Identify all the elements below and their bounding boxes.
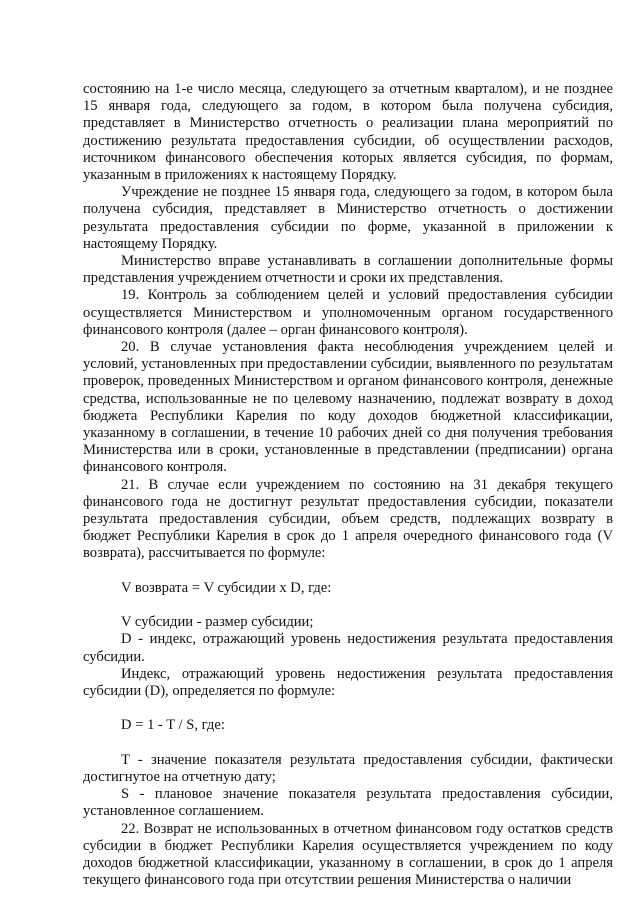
spacer [83, 735, 613, 752]
paragraph-continuation: состоянию на 1-е число месяца, следующего за отчетным кварталом), и не позднее 15 января года, следующего за годом, в котором была получена субсидия, представляет в Министерство отчетность о реализации плана мероприятий по достижению результата предоставления субсидии, об осуществлении расходов, источником финансового обеспечения которых является субсидия, по формам, указанным в приложениях к настоящему Порядку. [83, 81, 613, 184]
definition-d-index: D - индекс, отражающий уровень недостижения результата предоставления субсидии. [83, 631, 613, 665]
paragraph-19: 19. Контроль за соблюдением целей и условий предоставления субсидии осуществляется Министерством и уполномоченным органом государственного финансового контроля (далее – орган финансового контроля). [83, 287, 613, 338]
formula-v-return: V возврата = V субсидии x D, где: [121, 579, 332, 596]
spacer [83, 700, 613, 717]
definition-t-value: T - значение показателя результата предоставления субсидии, фактически достигнутое на отчетную дату; [83, 751, 613, 786]
paragraph-21: 21. В случае если учреждением по состоянию на 31 декабря текущего финансового года не достигнут результат предоставления субсидии, показатели результата предоставления субсидии, объем средств, подлежащих возврату в бюджет Республики Карелия в срок до 1 апреля очередного финансового года (V возврата), рассчитывается по формуле: [83, 476, 613, 562]
definition-v-subsidy: V субсидии - размер субсидии; [121, 614, 314, 631]
paragraph-20: 20. В случае установления факта несоблюдения учреждением целей и условий, установленных при предоставлении субсидии, выявленного по результатам проверок, проведенных Министерством и органом финансового контроля, денежные средства, использованные не по целевому назначению, подлежат возврату в доход бюджета Республики Карелия по коду доходов бюджетной классификации, указанному в соглашении, в течение 10 рабочих дней со дня получения требования Министерства или в сроки, установленные в представлении (предписании) органа финансового контроля. [83, 339, 613, 476]
spacer [83, 597, 613, 614]
paragraph-index-formula: Индекс, отражающий уровень недостижения результата предоставления субсидии (D), определяется по формуле: [83, 665, 613, 700]
definition-s-value: S - плановое значение показателя результата предоставления субсидии, установленное соглашением. [83, 786, 613, 820]
paragraph-22: 22. Возврат не использованных в отчетном финансовом году остатков средств субсидии в бюджет Республики Карелия осуществляется учреждением по коду доходов бюджетной классификации, указанному в соглашении, в срок до 1 апреля текущего финансового года при отсутствии решения Министерства о наличии [83, 820, 613, 889]
paragraph-additional-forms: Министерство вправе устанавливать в соглашении дополнительные формы представления учреждением отчетности и сроки их представления. [83, 253, 613, 287]
spacer [83, 563, 613, 580]
paragraph-report-achievement: Учреждение не позднее 15 января года, следующего за годом, в котором была получена субсидия, представляет в Министерство отчетность о достижении результата предоставления субсидии по форме, указанной в приложении к настоящему Порядку. [83, 184, 613, 252]
formula-d-index: D = 1 - T / S, где: [121, 717, 225, 734]
